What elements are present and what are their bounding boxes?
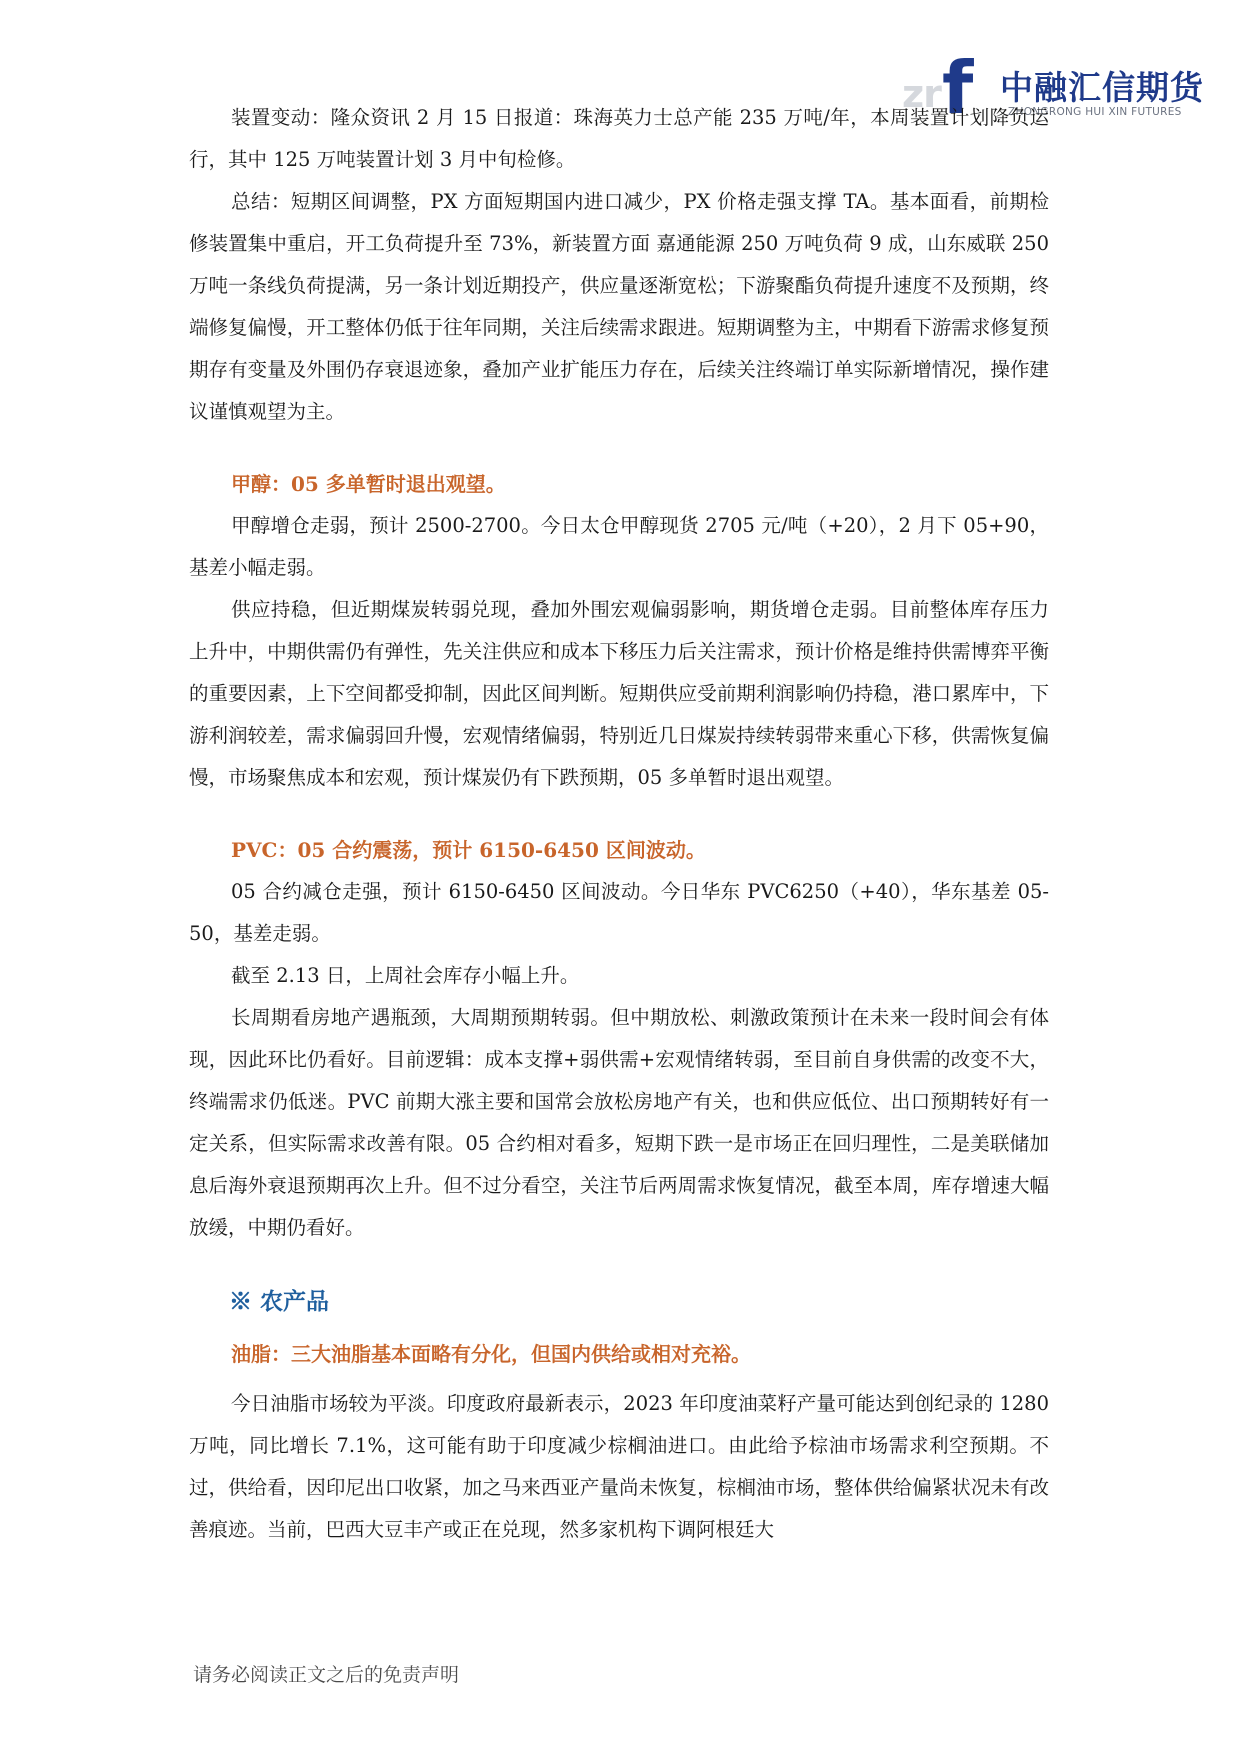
company-name-cn: 中融汇信期货 xyxy=(1000,68,1204,107)
paragraph-methanol-price: 甲醇增仓走弱，预计 2500-2700。今日太仓甲醇现货 2705 元/吨（+20），2 月下 05+90，基差小幅走弱。 xyxy=(189,514,1049,579)
heading-oils: 油脂：三大油脂基本面略有分化，但国内供给或相对充裕。 xyxy=(231,1342,751,1366)
logo-mark: zr xyxy=(902,72,941,116)
paragraph-oils: 今日油脂市场较为平淡。印度政府最新表示，2023 年印度油菜籽产量可能达到创纪录的 1280 万吨，同比增长 7.1%，这可能有助于印度减少棕榈油进口。由此给予棕油市场需求利空预期。不过，供给看，因印尼出口收紧，加之马来西亚产量尚未恢复，棕榈油市场，整体供给偏紧状况未有改善痕迹。当前，巴西大豆丰产或正在兑现，然多家机构下调阿根廷大 xyxy=(189,1392,1049,1541)
heading-pvc: PVC：05 合约震荡，预计 6150-6450 区间波动。 xyxy=(231,838,706,862)
logo-f-icon: f xyxy=(942,46,974,130)
paragraph-summary: 总结：短期区间调整，PX 方面短期国内进口减少，PX 价格走强支撑 TA。基本面看，前期检修装置集中重启，开工负荷提升至 73%，新装置方面 嘉通能源 250 万吨负荷 9 成，山东威联 250 万吨一条线负荷提满，另一条计划近期投产，供应量逐渐宽松；下游聚酯负荷提升速度不及预期，终端修复偏慢，开工整体仍低于往年同期，关注后续需求跟进。短期调整为主，中期看下游需求修复预期存有变量及外围仍存衰退迹象，叠加产业扩能压力存在，后续关注终端订单实际新增情况，操作建议谨慎观望为主。 xyxy=(189,190,1049,423)
paragraph-device-change: 装置变动：隆众资讯 2 月 15 日报道：珠海英力士总产能 235 万吨/年，本周装置计划降负运行，其中 125 万吨装置计划 3 月中旬检修。 xyxy=(189,106,1049,171)
paragraph-methanol-analysis: 供应持稳，但近期煤炭转弱兑现，叠加外围宏观偏弱影响，期货增仓走弱。目前整体库存压力上升中，中期供需仍有弹性，先关注供应和成本下移压力后关注需求，预计价格是维持供需博弈平衡的重要因素，上下空间都受抑制，因此区间判断。短期供应受前期利润影响仍持稳，港口累库中，下游利润较差，需求偏弱回升慢，宏观情绪偏弱，特别近几日煤炭持续转弱带来重心下移，供需恢复偏慢，市场聚焦成本和宏观，预计煤炭仍有下跌预期，05 多单暂时退出观望。 xyxy=(189,598,1049,789)
section-agriculture: ※ 农产品 xyxy=(229,1288,330,1315)
report-body xyxy=(189,97,1049,1551)
paragraph-pvc-inventory: 截至 2.13 日，上周社会库存小幅上升。 xyxy=(231,964,580,987)
paragraph-pvc-price: 05 合约减仓走强，预计 6150-6450 区间波动。今日华东 PVC6250（+40），华东基差 05-50，基差走弱。 xyxy=(189,880,1049,945)
disclaimer-footer: 请务必阅读正文之后的免责声明 xyxy=(193,1664,460,1686)
heading-methanol: 甲醇：05 多单暂时退出观望。 xyxy=(231,472,506,496)
paragraph-pvc-analysis: 长周期看房地产遇瓶颈，大周期预期转弱。但中期放松、刺激政策预计在未来一段时间会有体现，因此环比仍看好。目前逻辑：成本支撑+弱供需+宏观情绪转弱，至目前自身供需的改变不大，终端需求仍低迷。PVC 前期大涨主要和国常会放松房地产有关，也和供应低位、出口预期转好有一定关系，但实际需求改善有限。05 合约相对看多，短期下跌一是市场正在回归理性，二是美联储加息后海外衰退预期再次上升。但不过分看空，关注节后两周需求恢复情况，截至本周，库存增速大幅放缓，中期仍看好。 xyxy=(189,1006,1049,1239)
company-name-en: ZHONGRONG HUI XIN FUTURES xyxy=(1008,106,1182,118)
